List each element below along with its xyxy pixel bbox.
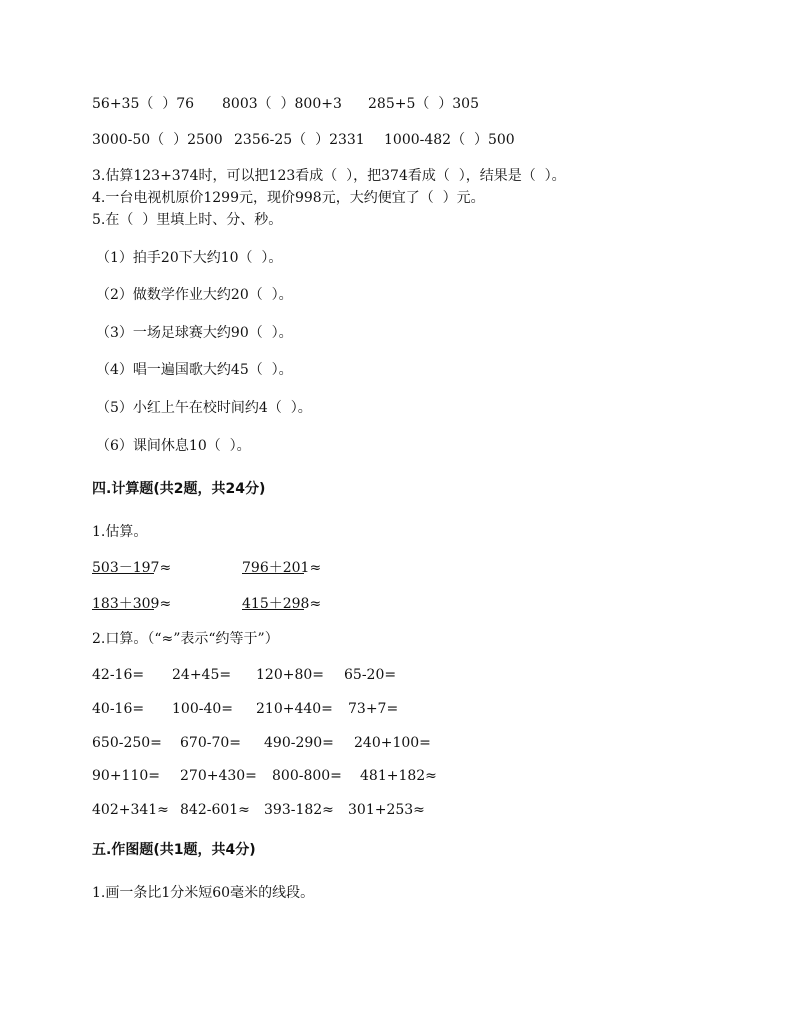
oral-item: 90+110= — [92, 768, 160, 784]
q5-item-2: （2）做数学作业大约20（ ）。 — [96, 287, 293, 303]
oral-item: 393-182≈ — [264, 802, 334, 818]
q5-item-1: （1）拍手20下大约10（ ）。 — [96, 250, 283, 266]
oral-item: 800-800= — [272, 768, 342, 784]
section-5-q1: 1.画一条比1分米短60毫米的线段。 — [92, 885, 315, 901]
answer-blank[interactable] — [92, 559, 154, 574]
oral-item: 240+100= — [354, 735, 431, 751]
oral-item: 65-20= — [344, 667, 397, 683]
oral-item: 100-40= — [172, 701, 233, 717]
oral-item: 402+341≈ — [92, 802, 169, 818]
section-5-title: 五.作图题(共1题，共4分) — [92, 842, 256, 858]
compare-item: 2356-25（ ）2331 — [234, 132, 365, 148]
oral-item: 24+45= — [172, 667, 232, 683]
answer-blank[interactable] — [242, 595, 304, 610]
oral-item: 842-601≈ — [180, 802, 250, 818]
oral-item: 210+440= — [256, 701, 333, 717]
oral-item: 270+430= — [180, 768, 257, 784]
oral-item: 73+7= — [348, 701, 399, 717]
oral-item: 40-16= — [92, 701, 145, 717]
question-3: 3.估算123+374时，可以把123看成（ ），把374看成（ ），结果是（ ）。 — [92, 168, 566, 184]
section-4-q1-title: 1.估算。 — [92, 524, 148, 540]
oral-item: 490-290= — [264, 735, 334, 751]
oral-item: 481+182≈ — [360, 768, 437, 784]
compare-item: 1000-482（ ）500 — [384, 132, 515, 148]
oral-item: 670-70= — [180, 735, 241, 751]
question-5-title: 5.在（ ）里填上时、分、秒。 — [92, 212, 283, 228]
compare-item: 285+5（ ）305 — [368, 96, 479, 112]
section-4-q2-title: 2.口算。（“≈”表示“约等于”） — [92, 631, 279, 647]
estimate-expr: 503－197≈ — [92, 560, 172, 576]
oral-item: 650-250= — [92, 735, 162, 751]
oral-item: 120+80= — [256, 667, 324, 683]
estimate-expr: 415＋298≈ — [242, 596, 322, 612]
estimate-expr: 183＋309≈ — [92, 596, 172, 612]
oral-item: 42-16= — [92, 667, 145, 683]
q5-item-6: （6）课间休息10（ ）。 — [96, 438, 251, 454]
answer-blank[interactable] — [92, 595, 154, 610]
section-4-title: 四.计算题(共2题，共24分) — [92, 481, 266, 497]
q5-item-5: （5）小红上午在校时间约4（ ）。 — [96, 400, 312, 416]
compare-item: 3000-50（ ）2500 — [92, 132, 223, 148]
oral-item: 301+253≈ — [348, 802, 425, 818]
q5-item-3: （3）一场足球赛大约90（ ）。 — [96, 325, 293, 341]
compare-item: 8003（ ）800+3 — [222, 96, 342, 112]
question-4: 4.一台电视机原价1299元，现价998元，大约便宜了（ ）元。 — [92, 190, 485, 206]
answer-blank[interactable] — [242, 559, 304, 574]
estimate-expr: 796＋201≈ — [242, 560, 322, 576]
compare-item: 56+35（ ）76 — [92, 96, 195, 112]
q5-item-4: （4）唱一遍国歌大约45（ ）。 — [96, 362, 293, 378]
